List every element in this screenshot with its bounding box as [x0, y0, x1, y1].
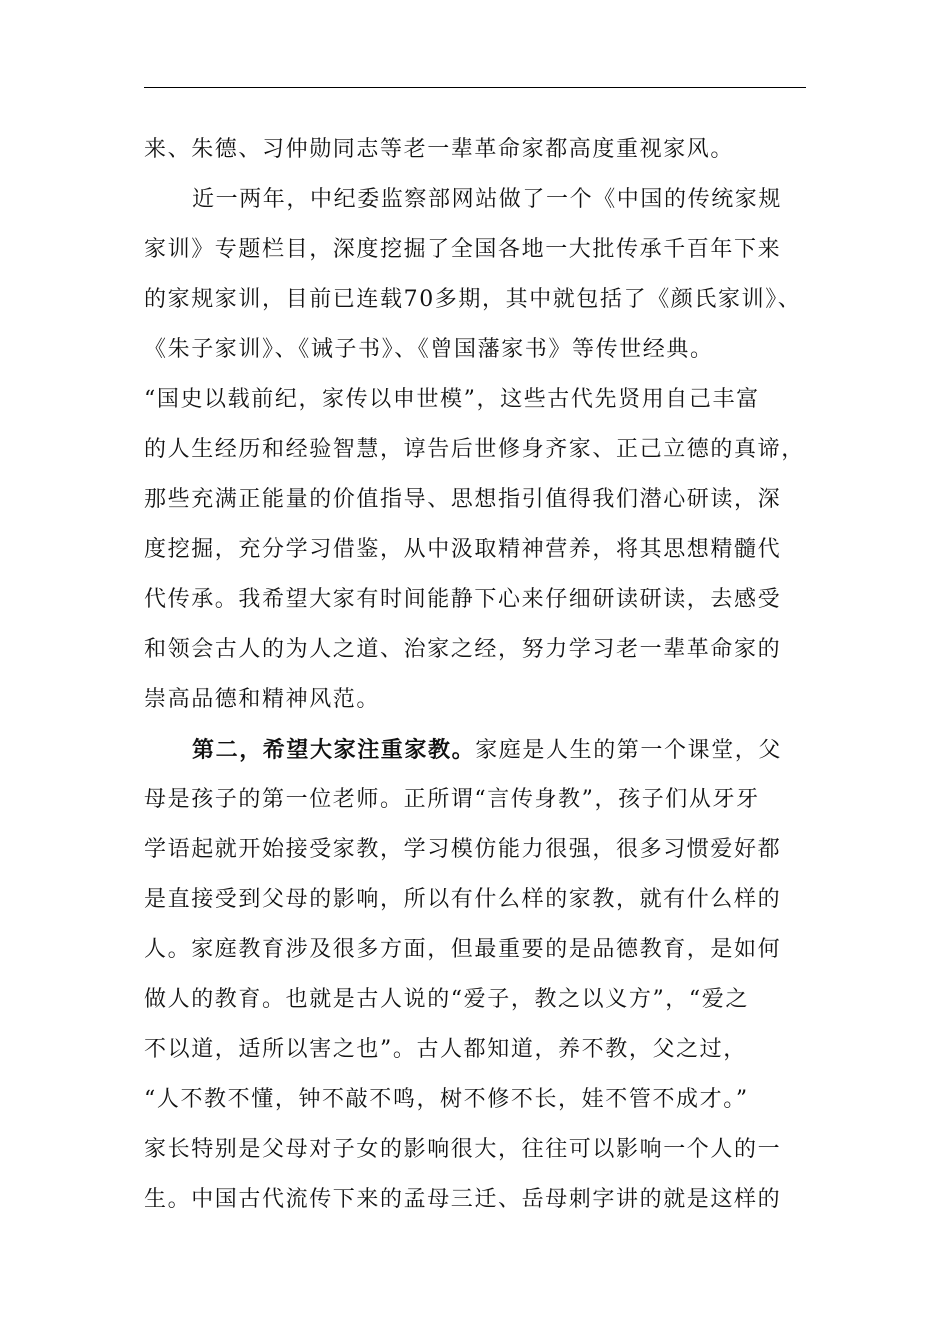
text-line — [192, 725, 872, 775]
text-line: 那些充满正能量的价值指导、思想指引值得我们潜心研读，深 — [144, 487, 782, 512]
text-line: 母是孩子的第一位老师。正所谓“言传身教”，孩子们从牙牙 — [144, 787, 760, 812]
text-line: 的家规家训，目前已连载70多期，其中就包括了《颜氏家训》、 — [144, 287, 802, 312]
text-line: 家训》专题栏目，深度挖掘了全国各地一大批传承千百年下来 — [144, 237, 782, 262]
text-line: 的人生经历和经验智慧，谆告后世修身齐家、正己立德的真谛， — [144, 437, 805, 462]
text-line: “国史以载前纪，家传以申世模”，这些古代先贤用自己丰富 — [144, 387, 760, 412]
text-line: 度挖掘，充分学习借鉴，从中汲取精神营养，将其思想精髓代 — [144, 537, 782, 562]
text-line: 崇高品德和精神风范。 — [144, 687, 381, 712]
text-line: 《朱子家训》、《诫子书》、《曾国藩家书》等传世经典。 — [144, 337, 714, 362]
text-line: 生。中国古代流传下来的孟母三迁、岳母刺字讲的就是这样的 — [144, 1187, 782, 1212]
text-line: 学语起就开始接受家教，学习模仿能力很强，很多习惯爱好都 — [144, 837, 782, 862]
text-line: 近一两年，中纪委监察部网站做了一个《中国的传统家规 — [192, 187, 783, 212]
text-line: 代传承。我希望大家有时间能静下心来仔细研读研读，去感受 — [144, 587, 782, 612]
text-line: 来、朱德、习仲勋同志等老一辈革命家都高度重视家风。 — [144, 137, 735, 162]
text-line: 家长特别是父母对子女的影响很大，往往可以影响一个人的一 — [144, 1137, 782, 1162]
text-line: 是直接受到父母的影响，所以有什么样的家教，就有什么样的 — [144, 887, 782, 912]
text-span: 家庭是人生的第一个课堂，父 — [475, 738, 783, 763]
text-line: 做人的教育。也就是古人说的“爱子，教之以义方”，“爱之 — [144, 987, 749, 1012]
text-line: 不以道，适所以害之也”。古人都知道，养不教，父之过， — [144, 1037, 747, 1062]
section-heading: 第二，希望大家注重家教。 — [192, 737, 476, 763]
text-line: “人不教不懂，钟不敲不鸣，树不修不长，娃不管不成才。” — [144, 1087, 749, 1112]
text-line: 和领会古人的为人之道、治家之经，努力学习老一辈革命家的 — [144, 637, 782, 662]
text-line: 人。家庭教育涉及很多方面，但最重要的是品德教育，是如何 — [144, 937, 782, 962]
